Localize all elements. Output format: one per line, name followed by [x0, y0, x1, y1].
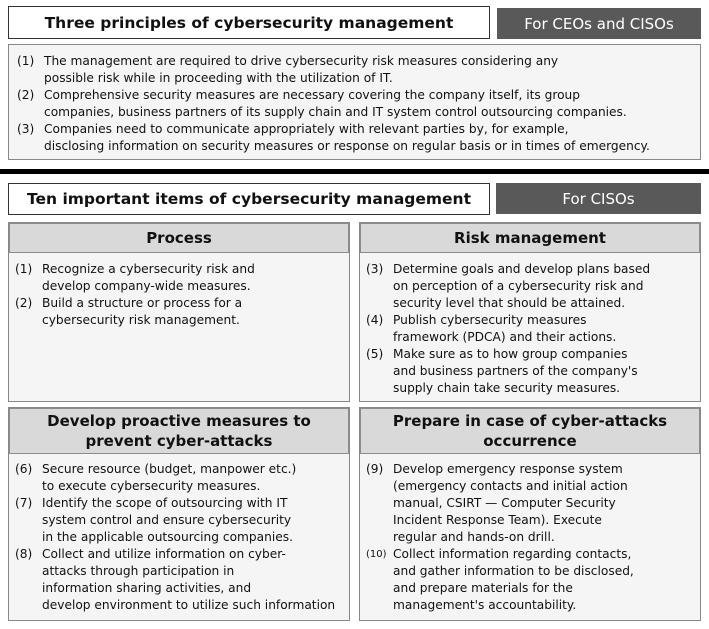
item-line: information sharing activities, and [42, 581, 252, 595]
principles-title-text: Three principles of cybersecurity management [44, 13, 454, 32]
item-line: Incident Response Team). Execute [393, 513, 602, 527]
item-number: (6) [15, 462, 33, 476]
item-line: security level that should be attained. [393, 296, 626, 310]
proactive-panel [8, 407, 350, 621]
items-title-text: Ten important items of cybersecurity management [26, 190, 471, 208]
item-line: Recognize a cybersecurity risk and [42, 262, 255, 276]
principles-title [8, 6, 490, 39]
item-line: Companies need to communicate appropriately with relevant parties by, for example, [44, 122, 569, 136]
item-line: supply chain take security measures. [393, 381, 621, 395]
process-header [9, 223, 349, 253]
prepare-header [360, 408, 700, 454]
item-number: (3) [366, 262, 384, 276]
item-line: develop environment to utilize such information [42, 598, 336, 612]
principles-panel [8, 44, 701, 160]
list-item [15, 295, 255, 329]
proactive-header-line: prevent cyber-attacks [85, 432, 273, 450]
item-line: develop company-wide measures. [42, 279, 251, 293]
risk-header-text: Risk management [454, 229, 606, 247]
list-item [15, 495, 335, 546]
item-line: in the applicable outsourcing companies. [42, 530, 293, 544]
items-audience-text: For CISOs [562, 189, 635, 208]
item-line: framework (PDCA) and their actions. [393, 330, 617, 344]
item-line: Comprehensive security measures are necessary covering the company itself, its group [44, 88, 581, 102]
item-line: regular and hands-on drill. [393, 530, 555, 544]
item-line: manual, CSIRT — Computer Security [393, 496, 616, 510]
risk-panel [359, 222, 701, 402]
list-item [15, 546, 335, 614]
item-number: (2) [15, 296, 33, 310]
proactive-list [15, 461, 335, 614]
principles-audience-badge [497, 8, 701, 39]
item-line: cybersecurity risk management. [42, 313, 240, 327]
item-number: (7) [15, 496, 33, 510]
item-line: Determine goals and develop plans based [393, 262, 651, 276]
prepare-panel [359, 407, 701, 621]
item-line: Identify the scope of outsourcing with IT [42, 496, 288, 510]
item-line: system control and ensure cybersecurity [42, 513, 292, 527]
items-audience-badge [496, 183, 701, 214]
item-number: (8) [15, 547, 33, 561]
item-line: to execute cybersecurity measures. [42, 479, 261, 493]
item-line: possible risk while in proceeding with the utilization of IT. [44, 71, 393, 85]
proactive-header [9, 408, 349, 454]
item-line: management's accountability. [393, 598, 577, 612]
item-number: (1) [17, 54, 35, 68]
item-number: (3) [17, 122, 35, 136]
item-line: companies, business partners of its supply chain and IT system control outsourcing companies. [44, 105, 627, 119]
item-line: Make sure as to how group companies [393, 347, 628, 361]
item-number: (2) [17, 88, 35, 102]
risk-list [366, 261, 650, 397]
item-line: on perception of a cybersecurity risk and [393, 279, 644, 293]
prepare-header-line: occurrence [483, 432, 577, 450]
item-number: (5) [366, 347, 384, 361]
item-number: (10) [366, 549, 387, 560]
section-divider [0, 169, 709, 174]
item-line: Build a structure or process for a [42, 296, 243, 310]
item-line: Publish cybersecurity measures [393, 313, 587, 327]
list-item [15, 461, 335, 495]
item-line: and prepare materials for the [393, 581, 573, 595]
process-list [15, 261, 255, 329]
item-line: Collect information regarding contacts, [393, 547, 632, 561]
item-number: (9) [366, 462, 384, 476]
principle-item [17, 87, 650, 121]
principle-item [17, 53, 650, 87]
list-item [366, 312, 650, 346]
prepare-list [366, 461, 634, 614]
principles-audience-text: For CEOs and CISOs [524, 14, 674, 33]
list-item [366, 261, 650, 312]
principle-item [17, 121, 650, 155]
item-line: (emergency contacts and initial action [393, 479, 628, 493]
item-line: and business partners of the company's [393, 364, 638, 378]
item-line: Collect and utilize information on cyber- [42, 547, 286, 561]
item-line: attacks through participation in [42, 564, 235, 578]
item-line: Secure resource (budget, manpower etc.) [42, 462, 297, 476]
risk-header [360, 223, 700, 253]
item-line: The management are required to drive cybersecurity risk measures considering any [44, 54, 559, 68]
list-item [366, 346, 650, 397]
proactive-header-line: Develop proactive measures to [47, 412, 311, 430]
list-item [366, 461, 634, 546]
process-panel [8, 222, 350, 402]
item-line: Develop emergency response system [393, 462, 623, 476]
prepare-header-line: Prepare in case of cyber-attacks [392, 412, 668, 430]
item-number: (1) [15, 262, 33, 276]
list-item [15, 261, 255, 295]
item-number: (4) [366, 313, 384, 327]
list-item [366, 546, 634, 614]
item-line: disclosing information on security measures or response on regular basis or in times of emergency. [44, 139, 650, 153]
principles-list [17, 53, 650, 155]
item-line: and gather information to be disclosed, [393, 564, 634, 578]
items-title [8, 183, 490, 215]
process-header-text: Process [146, 229, 212, 247]
